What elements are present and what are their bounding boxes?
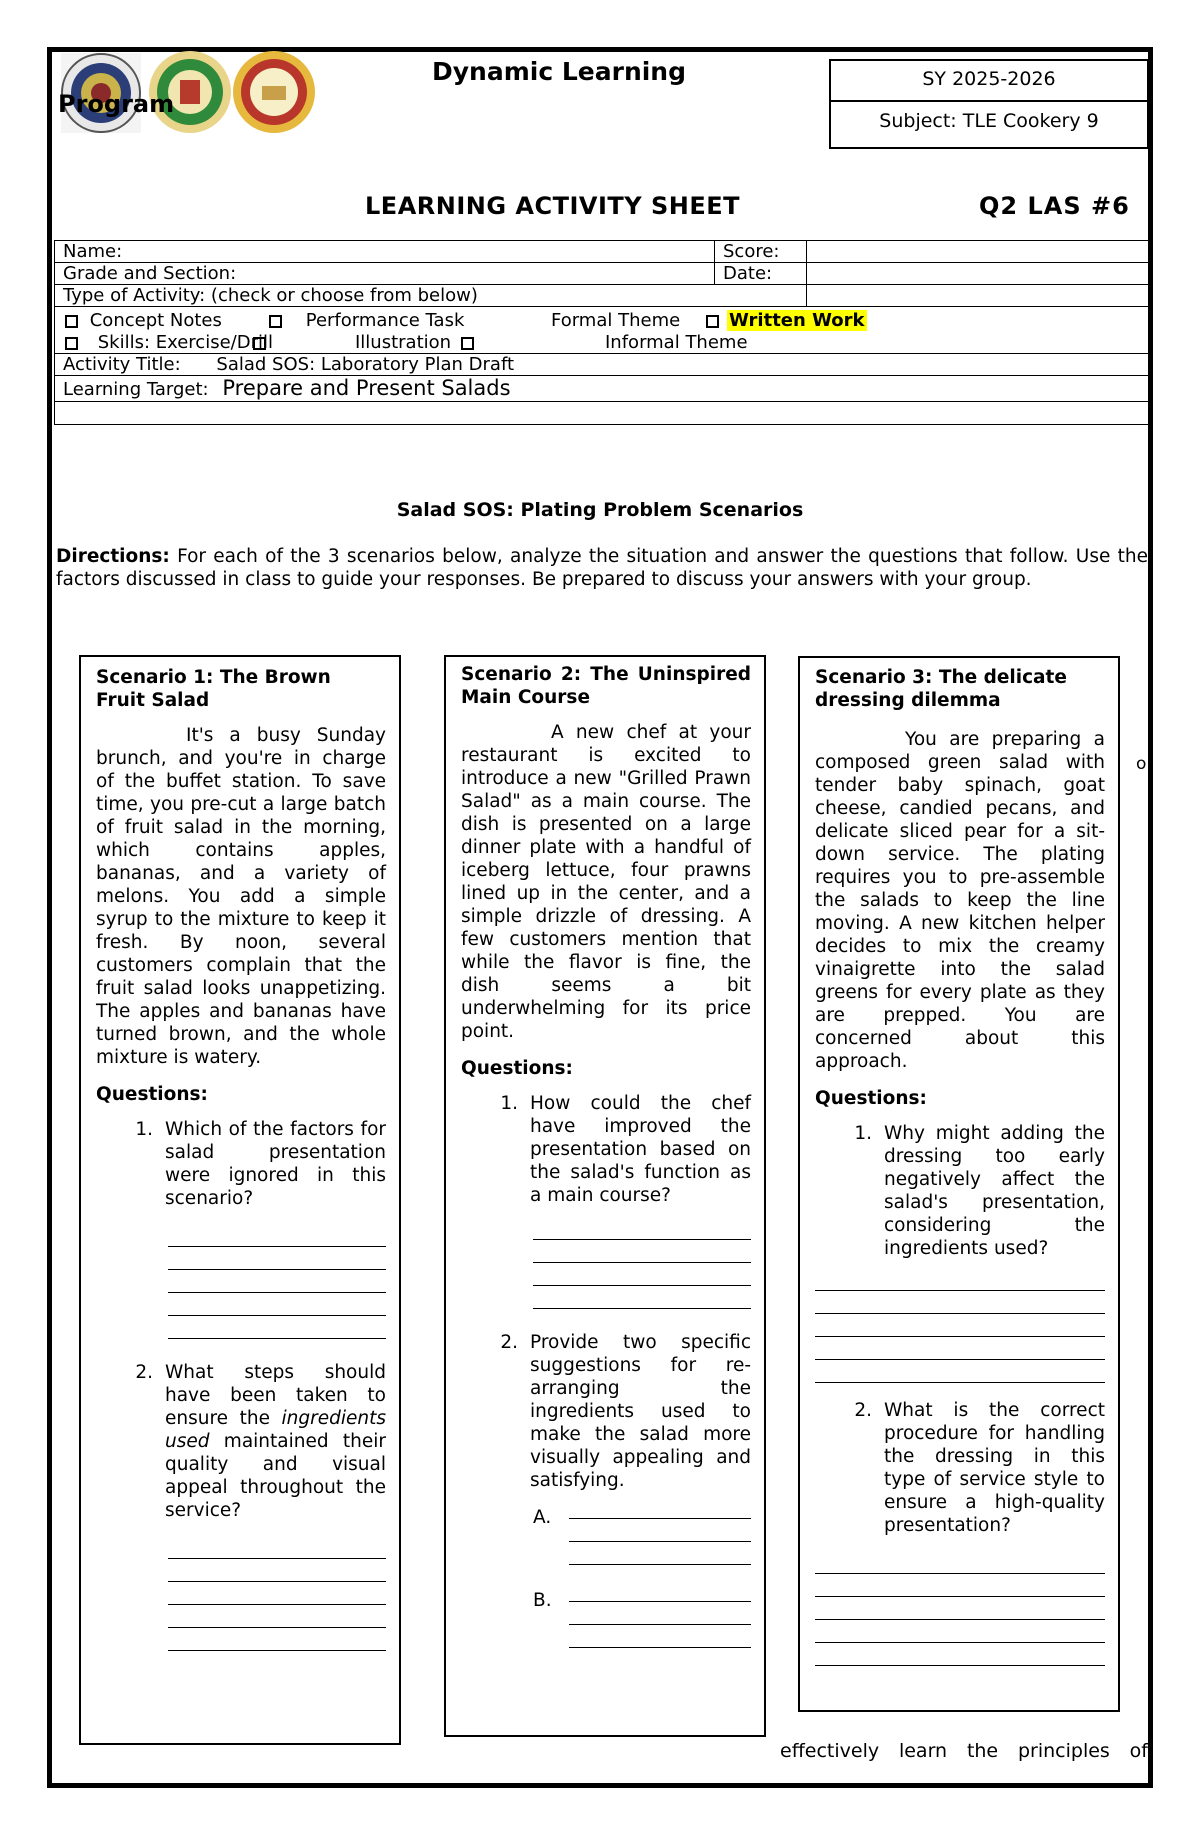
s1-q1-number: 1. (135, 1119, 153, 1140)
s3-q1-text: Why might adding the dressing too early negatively affect the salad's presentation, considering the ingredients used? (884, 1123, 1105, 1259)
performance-task-label: Performance Task (305, 310, 465, 331)
directions-text: For each of the 3 scenarios below, analyze the situation and answer the questions that follow. Use the factors discussed in class to guide your responses. Be prepared to discuss your answers with your group. (56, 546, 1148, 590)
concept-notes-label: Concept Notes (89, 310, 222, 331)
directions-label: Directions: (56, 546, 170, 567)
concept-notes-checkbox[interactable] (65, 315, 78, 328)
scenario-1-body: It's a busy Sunday brunch, and you're in charge of the buffet station. To save time, you pre-cut a large batch of fruit salad in the morning, which contains apples, bananas, and a variety of melons. You add a simple syrup to the mixture to keep it fresh. By noon, several customers complain that the fruit salad looks unappetizing. The apples and bananas have turned brown, and the whole mixture is watery. (96, 725, 386, 1068)
informal-theme-label: Informal Theme (605, 332, 748, 353)
activity-type-label: Type of Activity: (check or choose from below) (55, 285, 807, 307)
s3-q2-number: 2. (854, 1400, 872, 1421)
scenario-2-title: Scenario 2: The Uninspired Main Course (461, 664, 751, 708)
brand-title: Dynamic Learning (432, 57, 687, 86)
s3-q1-answer-lines[interactable] (815, 1268, 1105, 1383)
s2-q1-text: How could the chef have improved the presentation based on the salad's function as a main course? (530, 1093, 751, 1206)
skills-drill-checkbox[interactable] (253, 337, 266, 350)
scenario-3-card (798, 656, 1120, 1712)
s2-q1-number: 1. (500, 1093, 518, 1114)
s1-q2-answer-lines[interactable] (168, 1536, 386, 1651)
sheet-title: LEARNING ACTIVITY SHEET (365, 192, 741, 220)
section-title: Salad SOS: Plating Problem Scenarios (396, 499, 804, 521)
scenario-3-body: You are preparing a composed green salad with tender baby spinach, goat cheese, candied pecans, and delicate sliced pear for a sit-down service. The plating requires you to pre-assemble the salads to keep the line moving. A new kitchen helper decides to mix the creamy vinaigrette into the salad greens for every plate as they are prepped. You are concerned about this approach. (815, 729, 1105, 1072)
program-label: Program (58, 90, 175, 118)
s2-q2-sub-b-lines[interactable] (569, 1589, 751, 1648)
scenario-2-questions-label: Questions: (461, 1058, 573, 1079)
stray-character: o (1136, 754, 1147, 774)
s3-q2-text: What is the correct procedure for handling the dressing in this type of service style to ensure a high-quality presentation? (884, 1400, 1105, 1536)
scenario-3-questions-label: Questions: (815, 1088, 927, 1109)
school-year: SY 2025-2026 (922, 68, 1056, 90)
directions (56, 545, 1148, 591)
s1-q1-text: Which of the factors for salad presentation were ignored in this scenario? (165, 1119, 386, 1209)
learning-target-value: Prepare and Present Salads (222, 375, 511, 400)
activity-title-label: Activity Title: (63, 354, 181, 375)
activity-title-value: Salad SOS: Laboratory Plan Draft (216, 354, 515, 375)
scenario-2-card (444, 655, 766, 1737)
school-year-subject-box (829, 59, 1149, 149)
school-seal-logo (232, 50, 314, 132)
score-label: Score: (715, 241, 807, 263)
las-number: Q2 LAS #6 (979, 192, 1130, 220)
student-info-table (54, 240, 1149, 425)
s2-q2-text: Provide two specific suggestions for re-arranging the ingredients used to make the salad more visually appealing and satisfying. (530, 1332, 751, 1491)
skills-label: Skills: Exercise/Drill (97, 332, 273, 353)
s2-q2-number: 2. (500, 1332, 518, 1353)
written-work-label: Written Work (729, 310, 865, 331)
illustration-label: Illustration (355, 332, 452, 353)
s3-q2-answer-lines[interactable] (815, 1551, 1105, 1666)
scenario-1-questions-label: Questions: (96, 1084, 208, 1105)
performance-task-checkbox[interactable] (269, 315, 282, 328)
date-field[interactable] (807, 263, 1149, 285)
s2-q1-answer-lines[interactable] (533, 1217, 751, 1309)
date-label: Date: (715, 263, 807, 285)
skills-checkbox[interactable] (65, 337, 78, 350)
scenario-1-card (79, 655, 401, 1745)
s1-q2-text: What steps should have been taken to ensure the ingredients used maintained their quality and visual appeal throughout the service? (165, 1362, 386, 1521)
formal-theme-label: Formal Theme (551, 310, 681, 331)
name-field[interactable]: Name: (55, 241, 715, 263)
formal-theme-checkbox[interactable] (706, 315, 719, 328)
s2-q2-sub-b-label: B. (533, 1590, 552, 1611)
subject: Subject: TLE Cookery 9 (879, 110, 1099, 132)
grade-section-field[interactable]: Grade and Section: (55, 263, 715, 285)
score-field[interactable] (807, 241, 1149, 263)
scenario-3-title: Scenario 3: The delicate dressing dilemma (815, 667, 1067, 711)
scenario-2-body: A new chef at your restaurant is excited to introduce a new "Grilled Prawn Salad" as a main course. The dish is presented on a large dinner plate with a handful of iceberg lettuce, four prawns lined up in the center, and a simple drizzle of dressing. A few customers mention that while the flavor is fine, the dish seems a bit underwhelming for its price point. (461, 722, 751, 1042)
s2-q2-sub-a-label: A. (533, 1507, 552, 1528)
learning-target-label: Learning Target: (63, 378, 209, 400)
s3-q1-number: 1. (854, 1123, 872, 1144)
illustration-checkbox[interactable] (461, 337, 474, 350)
scenario-1-title: Scenario 1: The Brown Fruit Salad (96, 667, 331, 711)
s2-q2-sub-a-lines[interactable] (569, 1506, 751, 1565)
s1-q2-number: 2. (135, 1362, 153, 1383)
footer-text: effectively learn the principles of (780, 1740, 1148, 1762)
s1-q1-answer-lines[interactable] (168, 1224, 386, 1339)
